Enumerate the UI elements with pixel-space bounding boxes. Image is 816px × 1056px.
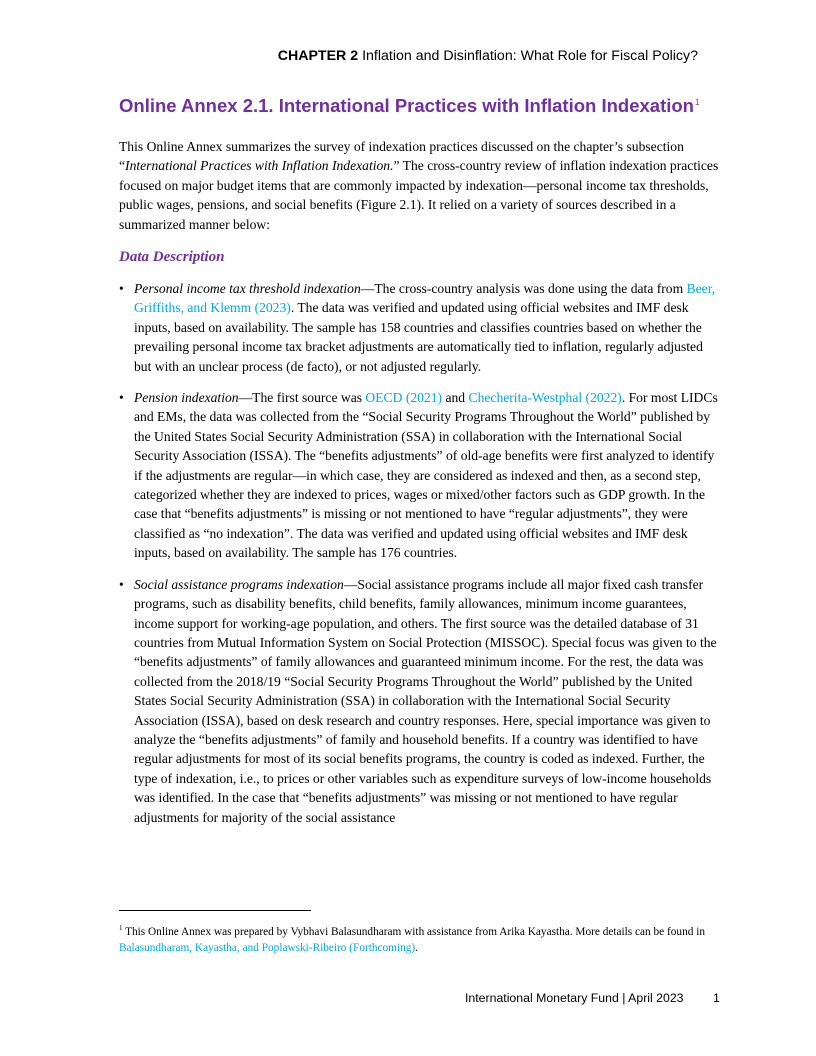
bullet-icon: • [119,390,124,406]
reference-link[interactable]: Checherita-Westphal (2022) [468,390,622,406]
annex-title [119,95,699,117]
reference-link[interactable]: OECD (2021) [365,390,443,406]
footnote-marker: 1 [694,98,700,107]
intro-italic-title: International Practices with Inflation Indexation. [125,158,394,174]
chapter-title: Inflation and Disinflation: What Role for Fiscal Policy? [362,48,698,64]
bullet-text: . For most LIDCs and EMs, the data was collected from the “Social Security Programs Throughout the World” published by the United States Social Security Administration (SSA) in collaboration with the International Social Security Association (ISSA). The “benefits adjustments” of old-age benefits were first analyzed to identify if the adjustments are regular—in which case, they are considered as indexed and then, as a second step, categorized whether they are indexed to prices, wages or mixed/other factors such as GDP growth. In the case that “benefits adjustments” is missing or not mentioned to have “regular adjustments”, they were classified as “no indexation”. The data was verified and updated using official websites and IMF desk inputs, based on availability. The sample has 176 countries. [134,390,718,561]
footnote-divider [119,910,311,911]
bullet-lead: Pension indexation [134,390,239,406]
bullet-text: —Social assistance programs include all major fixed cash transfer programs, such as disability benefits, child benefits, family allowances, minimum income guarantees, income support for working-age population, and others. The first source was the detailed database of 31 countries from Mutual Information System on Social Protection (MISSOC). Special focus was given to the “benefits adjustments” of family allowances and guaranteed minimum income. For the rest, the data was collected from the 2018/19 “Social Security Programs Throughout the World” published by the United States Social Security Administration (SSA) in collaboration with the International Social Security Association (ISSA), based on desk research and country responses. Here, special importance was given to analyze the “benefits adjustments” of family and household benefits. If a country was identified to have regular adjustments for most of its social benefits programs, the country is coded as indexed. Further, the type of indexation, i.e., to prices or other variables such as expenditure surveys of low-income households was identified. In the case that “benefits adjustments” was missing or not mentioned to have regular adjustments for majority of the social assistance [134,576,717,825]
chapter-label: CHAPTER 2 [277,48,359,64]
footnote-end: . [415,941,418,954]
page-footer: International Monetary Fund | April 2023 [465,991,684,1005]
intro-text: This Online Annex summarizes the survey of indexation practices discussed on the chapter’s subsection “ [119,139,684,174]
bullet-list [119,279,719,839]
list-item [119,575,719,827]
list-item [119,388,719,563]
footnote [119,920,719,956]
page-number: 1 [713,991,720,1005]
bullet-text: . The data was verified and updated using official websites and IMF desk inputs, based on availability. The sample has 158 countries and classifies countries based on whether the prevailing personal income tax bracket adjustments are automatically tied to inflation, regularly adjusted but with an unclear process (de facto), or not adjusted regularly. [134,300,703,374]
bullet-icon: • [119,576,124,592]
bullet-text: —The first source was [238,390,366,406]
bullet-text: and [442,390,469,406]
section-heading: Data Description [119,249,225,265]
intro-text-continued: ” The cross-country review of inflation indexation practices focused on major budget items that are commonly impacted by indexation—personal income tax thresholds, public wages, pensions, and social benefits (Figure 2.1). It relied on a variety of sources described in a summarized manner below: [119,158,719,232]
footnote-text: This Online Annex was prepared by Vybhavi Balasundharam with assistance from Arika Kayastha. More details can be found in [122,925,705,938]
footnote-reference-link[interactable]: Balasundharam, Kayastha, and Poplawski-Ribeiro (Forthcoming) [119,941,416,954]
footnote-number: 1 [119,924,123,932]
bullet-text: —The cross-country analysis was done using the data from [360,281,687,296]
intro-paragraph [119,137,719,234]
bullet-lead: Social assistance programs indexation [134,576,344,592]
list-item [119,279,719,376]
reference-link[interactable]: Beer, Griffiths, and Klemm (2023) [134,281,716,316]
annex-title-text: Online Annex 2.1. International Practices with Inflation Indexation [119,95,694,116]
bullet-icon: • [119,281,124,296]
running-header [278,48,698,64]
bullet-lead: Personal income tax threshold indexation [134,281,361,296]
